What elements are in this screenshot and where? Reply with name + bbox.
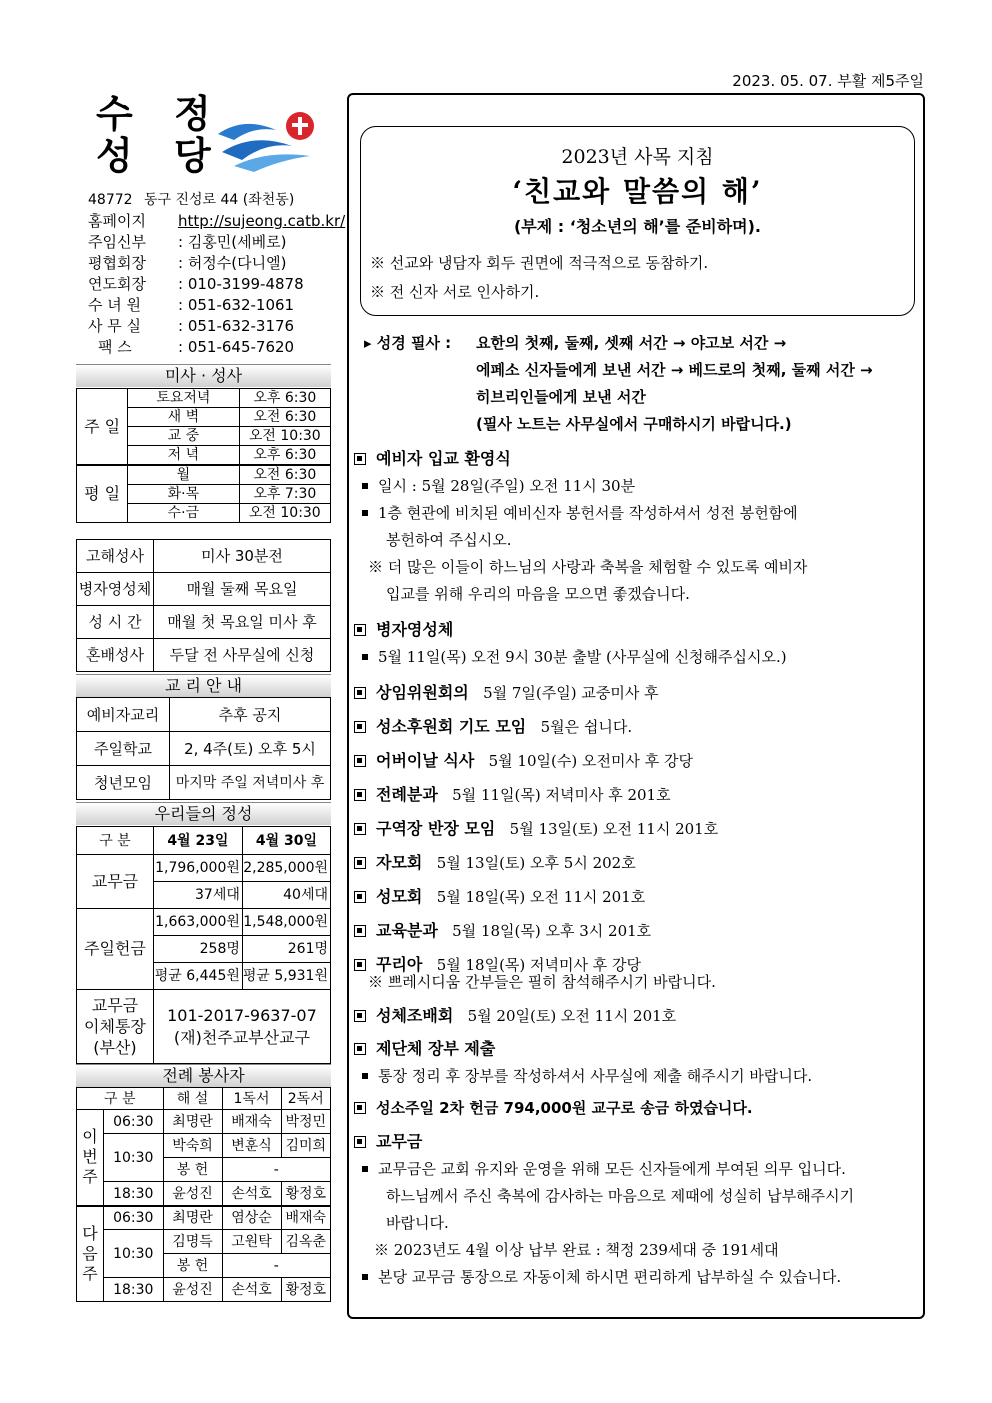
bullet-icon: [362, 1166, 368, 1172]
bible-line: (필사 노트는 사무실에서 구매하시기 바랍니다.): [476, 415, 792, 433]
bullet-icon: [362, 654, 368, 660]
table-cell: 병자영성체: [77, 573, 154, 606]
notice-text: 교무금은 교회 유지와 운영을 위해 모든 신자들에게 부여된 의무 입니다.: [378, 1160, 846, 1178]
notice-tithe: [354, 1128, 924, 1291]
square-bullet-icon: [354, 925, 366, 937]
table-cell: 최명란: [163, 1206, 222, 1230]
info-label: 홈페이지: [88, 212, 146, 230]
notice-item: [354, 744, 924, 778]
table-row: [77, 1110, 331, 1134]
table-row: [77, 540, 331, 573]
notice-text: 바랍니다.: [386, 1214, 449, 1232]
table-cell: 40세대: [242, 882, 330, 909]
info-value: : 허정수(다니엘): [178, 254, 287, 272]
account-label-line: (부산): [93, 1038, 137, 1057]
bullet-icon: [362, 1274, 368, 1280]
table-cell: 2, 4주(토) 오후 5시: [170, 732, 331, 766]
info-value: : 051-632-3176: [178, 317, 295, 335]
notice-ledger: [354, 1035, 924, 1090]
table-cell: 새 벽: [128, 408, 239, 427]
table-cell: 변훈식: [222, 1134, 281, 1158]
table-cell: 평균 6,445원: [153, 963, 242, 990]
notice-item: [354, 914, 924, 948]
notice-text: 5월 18일(목) 저녁미사 후 강당: [436, 956, 641, 974]
table-cell: 18:30: [104, 1182, 164, 1206]
table-row: [77, 732, 331, 766]
table-row: [77, 766, 331, 800]
table-cell: 봉 헌: [163, 1254, 222, 1278]
notice-text: 통장 정리 후 장부를 작성하셔서 사무실에 제출 해주시기 바랍니다.: [378, 1067, 813, 1085]
table-row: [77, 606, 331, 639]
table-cell: 손석호: [222, 1182, 281, 1206]
table-cell: 해 설: [163, 1088, 222, 1110]
table-row: [77, 1230, 331, 1254]
table-cell: 윤성진: [163, 1278, 222, 1302]
square-bullet-icon: [354, 891, 366, 903]
table-cell: 마지막 주일 저녁미사 후: [170, 766, 331, 800]
account-number: 101-2017-9637-07: [167, 1005, 317, 1025]
ministers-header: 전례 봉사자: [76, 1064, 331, 1087]
table-cell: 주일학교: [77, 732, 170, 766]
parish-logo: [214, 104, 324, 174]
homepage-link[interactable]: http://sujeong.catb.kr/: [178, 212, 346, 230]
table-row: [77, 698, 331, 732]
square-bullet-icon: [354, 721, 366, 733]
notice-text: 5월 11일(목) 저녁미사 후 201호: [452, 786, 671, 804]
bullet-icon: [362, 483, 368, 489]
notice-title: 어버이날 식사: [376, 751, 475, 770]
table-cell: 고해성사: [77, 540, 154, 573]
table-cell: 오후 6:30: [239, 389, 330, 408]
notice-vocation: [354, 1095, 924, 1122]
notice-text: 5월 10일(수) 오전미사 후 강당: [488, 752, 693, 770]
square-bullet-icon: [354, 959, 366, 971]
info-value: : 김홍민(세베로): [178, 233, 287, 251]
table-cell: 1,663,000원: [153, 909, 242, 936]
guideline-item: ※ 전 신자 서로 인사하기.: [370, 283, 540, 301]
table-cell: 김명득: [163, 1230, 222, 1254]
notice-title: 성소주일 2차 헌금 794,000원 교구로 송금 하였습니다.: [376, 1099, 753, 1117]
table-cell: 추후 공지: [170, 698, 331, 732]
table-cell: 두달 전 사무실에 신청: [154, 639, 331, 672]
notice-item: [354, 676, 924, 710]
table-cell: 오전 6:30: [239, 465, 330, 485]
next-week-text: 다음주: [82, 1223, 98, 1283]
table-cell: 1독서: [222, 1088, 281, 1110]
bulletin-date: 2023. 05. 07. 부활 제5주일: [732, 72, 924, 90]
square-bullet-icon: [354, 687, 366, 699]
notice-text: 5월 13일(토) 오후 5시 202호: [436, 854, 636, 872]
notice-item: [354, 812, 924, 846]
sacrament-table: [76, 539, 331, 672]
bible-copy-label: ▸ 성경 필사 :: [364, 334, 452, 352]
table-cell: 주일헌금: [77, 909, 154, 990]
notice-title: 자모회: [376, 853, 423, 872]
table-cell: 박정민: [281, 1110, 331, 1134]
table-row: [77, 909, 331, 936]
account-label-line: 교무금: [91, 996, 139, 1015]
table-cell: 매월 첫 목요일 미사 후: [154, 606, 331, 639]
offering-table: [76, 826, 331, 1064]
info-value: : 051-645-7620: [178, 338, 295, 356]
notice-text: 하느님께서 주신 축복에 감사하는 마음으로 제때에 성실히 납부해주시기: [386, 1187, 855, 1205]
table-cell: 오후 6:30: [239, 446, 330, 466]
square-bullet-icon: [354, 1043, 366, 1055]
bullet-icon: [362, 510, 368, 516]
notice-text: 5월 7일(주일) 교중미사 후: [483, 684, 659, 702]
notice-item: [354, 880, 924, 914]
square-bullet-icon: [354, 755, 366, 767]
notice-title: 구역장 반장 모임: [376, 819, 496, 838]
notice-list: [354, 676, 924, 982]
notice-item: [354, 710, 924, 744]
bible-line: 히브리인들에게 보낸 서간: [476, 388, 646, 406]
account-label-line: 이체통장: [84, 1017, 146, 1036]
table-cell: -: [222, 1158, 331, 1182]
table-cell: 염상순: [222, 1206, 281, 1230]
table-cell: 토요저녁: [128, 389, 239, 408]
square-bullet-icon: [354, 1102, 366, 1114]
guideline-subtitle: (부제 : ‘청소년의 해’를 준비하며).: [513, 217, 761, 236]
table-cell: 김옥춘: [281, 1230, 331, 1254]
table-cell: 06:30: [104, 1110, 164, 1134]
notice-item: [354, 846, 924, 880]
table-cell: 미사 30분전: [154, 540, 331, 573]
notice-title: 성체조배회: [376, 1006, 454, 1025]
notice-title: 꾸리아: [376, 955, 423, 974]
notice-title: 제단체 장부 제출: [376, 1039, 496, 1058]
table-cell: 김미희: [281, 1134, 331, 1158]
table-cell: 성 시 간: [77, 606, 154, 639]
table-cell: 화·목: [128, 485, 239, 504]
table-cell: 구 분: [77, 827, 154, 855]
weekday-label: 평 일: [77, 465, 128, 523]
catechism-header: 교 리 안 내: [76, 674, 331, 697]
table-cell: 수·금: [128, 504, 239, 523]
notice-text: 5월 13일(토) 오전 11시 201호: [509, 820, 719, 838]
notice-title: 교육분과: [376, 921, 438, 940]
account-holder: (재)천주교부산교구: [173, 1027, 311, 1047]
info-value: : 010-3199-4878: [178, 275, 304, 293]
square-bullet-icon: [354, 1136, 366, 1148]
parish-info: [88, 190, 348, 358]
table-cell: 월: [128, 465, 239, 485]
this-week-text: 이번주: [82, 1127, 98, 1187]
table-cell: 교 중: [128, 427, 239, 446]
square-bullet-icon: [354, 823, 366, 835]
bible-line: 요한의 첫째, 둘째, 셋째 서간 → 야고보 서간 →: [476, 334, 787, 352]
ministers-table: [76, 1087, 331, 1302]
table-cell: 손석호: [222, 1278, 281, 1302]
notice-text: 본당 교무금 통장으로 자동이체 하시면 편리하게 납부하실 수 있습니다.: [378, 1268, 842, 1286]
notice-catechumen: [354, 445, 924, 608]
info-label: 수 녀 원: [88, 296, 142, 314]
table-cell: 구 분: [77, 1088, 164, 1110]
table-cell: 예비자교리: [77, 698, 170, 732]
table-cell: 258명: [153, 936, 242, 963]
catechism-table: [76, 697, 331, 800]
square-bullet-icon: [354, 789, 366, 801]
table-cell: 37세대: [153, 882, 242, 909]
table-cell: 2독서: [281, 1088, 331, 1110]
postal-code: 48772: [88, 192, 133, 208]
guideline-title: 2023년 사목 지침: [561, 146, 714, 168]
bible-line: 에페소 신자들에게 보낸 서간 → 베드로의 첫째, 둘째 서간 →: [476, 361, 873, 379]
notice-title: 전례분과: [376, 785, 438, 804]
notice-text: 1층 현관에 비치된 예비신자 봉헌서를 작성하셔서 성전 봉헌함에: [378, 504, 798, 522]
table-cell: 261명: [242, 936, 330, 963]
bullet-icon: [362, 1073, 368, 1079]
info-value: : 051-632-1061: [178, 296, 295, 314]
notice-item: [354, 778, 924, 812]
notice-title: 교무금: [376, 1132, 423, 1151]
table-row: [77, 1278, 331, 1302]
notice-text: 5월 11일(목) 오전 9시 30분 출발 (사무실에 신청해주십시오.): [378, 648, 787, 666]
info-label: 연도회장: [88, 275, 146, 293]
table-cell: 4월 23일: [153, 827, 242, 855]
table-row: [77, 855, 331, 882]
notice-title: 성모회: [376, 887, 423, 906]
offering-header: 우리들의 정성: [76, 802, 331, 825]
info-label: 사 무 실: [88, 317, 142, 335]
square-bullet-icon: [354, 453, 366, 465]
table-cell: 청년모임: [77, 766, 170, 800]
table-cell: 18:30: [104, 1278, 164, 1302]
account-label: [77, 990, 154, 1064]
table-row: [77, 573, 331, 606]
table-cell: 배재숙: [281, 1206, 331, 1230]
this-week-label: [77, 1110, 104, 1206]
table-cell: 황정호: [281, 1182, 331, 1206]
parish-name-line1: 수 정: [96, 91, 225, 136]
notice-title: 예비자 입교 환영식: [376, 449, 511, 468]
table-row: [77, 465, 331, 485]
table-row: [77, 1088, 331, 1110]
address: 동구 진성로 44 (좌천동): [144, 192, 295, 208]
notice-note: ※ 더 많은 이들이 하느님의 사랑과 축복을 체험할 수 있도록 예비자: [368, 558, 808, 576]
table-row: [77, 389, 331, 408]
account-info: [153, 990, 330, 1064]
notice-note: ※ 2023년도 4월 이상 납부 완료 : 책정 239세대 중 191세대: [374, 1241, 779, 1259]
table-cell: 4월 30일: [242, 827, 330, 855]
table-row: [77, 990, 331, 1064]
next-week-label: [77, 1206, 104, 1302]
parish-name-line2: 성 당: [96, 133, 225, 178]
info-label: 평협회장: [88, 254, 146, 272]
table-row: [77, 639, 331, 672]
table-cell: 평균 5,931원: [242, 963, 330, 990]
table-row: [77, 1182, 331, 1206]
notice-title: 병자영성체: [376, 620, 454, 639]
table-cell: 봉 헌: [163, 1158, 222, 1182]
notice-text: 봉헌하여 주십시오.: [386, 531, 512, 549]
table-cell: 혼배성사: [77, 639, 154, 672]
notice-text: 5월은 쉽니다.: [540, 718, 633, 736]
square-bullet-icon: [354, 1010, 366, 1022]
mass-header: 미사 · 성사: [76, 364, 331, 387]
table-cell: 1,548,000원: [242, 909, 330, 936]
info-label: 주임신부: [88, 233, 146, 251]
curia-note: ※ 쁘레시디움 간부들은 필히 참석해주시기 바랍니다.: [368, 973, 716, 991]
table-row: [77, 1134, 331, 1158]
table-cell: 오후 7:30: [239, 485, 330, 504]
table-row: [77, 1206, 331, 1230]
table-cell: 저 녁: [128, 446, 239, 466]
table-cell: 1,796,000원: [153, 855, 242, 882]
table-cell: 고원탁: [222, 1230, 281, 1254]
table-cell: 박숙희: [163, 1134, 222, 1158]
table-cell: 배재숙: [222, 1110, 281, 1134]
notice-text: 5월 18일(목) 오후 3시 201호: [452, 922, 652, 940]
notice-title: 상임위원회의: [376, 683, 469, 702]
table-cell: 10:30: [104, 1134, 164, 1182]
guideline-item: ※ 선교와 냉담자 회두 권면에 적극적으로 동참하기.: [370, 254, 709, 272]
square-bullet-icon: [354, 857, 366, 869]
notice-sick: [354, 616, 924, 671]
table-cell: 오전 6:30: [239, 408, 330, 427]
table-cell: 오전 10:30: [239, 427, 330, 446]
notice-text: 5월 18일(목) 오전 11시 201호: [436, 888, 646, 906]
mass-schedule-table: [76, 388, 331, 523]
table-cell: 윤성진: [163, 1182, 222, 1206]
table-cell: 06:30: [104, 1206, 164, 1230]
table-cell: 최명란: [163, 1110, 222, 1134]
table-cell: 10:30: [104, 1230, 164, 1278]
table-cell: 매월 둘째 목요일: [154, 573, 331, 606]
table-cell: 황정호: [281, 1278, 331, 1302]
info-label: 팩 스: [98, 338, 132, 356]
sunday-label: 주 일: [77, 389, 128, 466]
guideline-main: ‘친교와 말씀의 해’: [512, 175, 763, 208]
bible-copy-lines: [476, 330, 873, 438]
notice-text: 일시 : 5월 28일(주일) 오전 11시 30분: [378, 477, 636, 495]
table-row: [77, 827, 331, 855]
notice-adoration: [354, 1002, 924, 1030]
table-cell: 2,285,000원: [242, 855, 330, 882]
notice-note: 입교를 위해 우리의 마음을 모으면 좋겠습니다.: [386, 585, 690, 603]
notice-text: 5월 20일(토) 오전 11시 201호: [467, 1007, 677, 1025]
square-bullet-icon: [354, 624, 366, 636]
table-cell: 오전 10:30: [239, 504, 330, 523]
table-cell: -: [222, 1254, 331, 1278]
table-cell: 교무금: [77, 855, 154, 909]
notice-title: 성소후원회 기도 모임: [376, 717, 527, 736]
